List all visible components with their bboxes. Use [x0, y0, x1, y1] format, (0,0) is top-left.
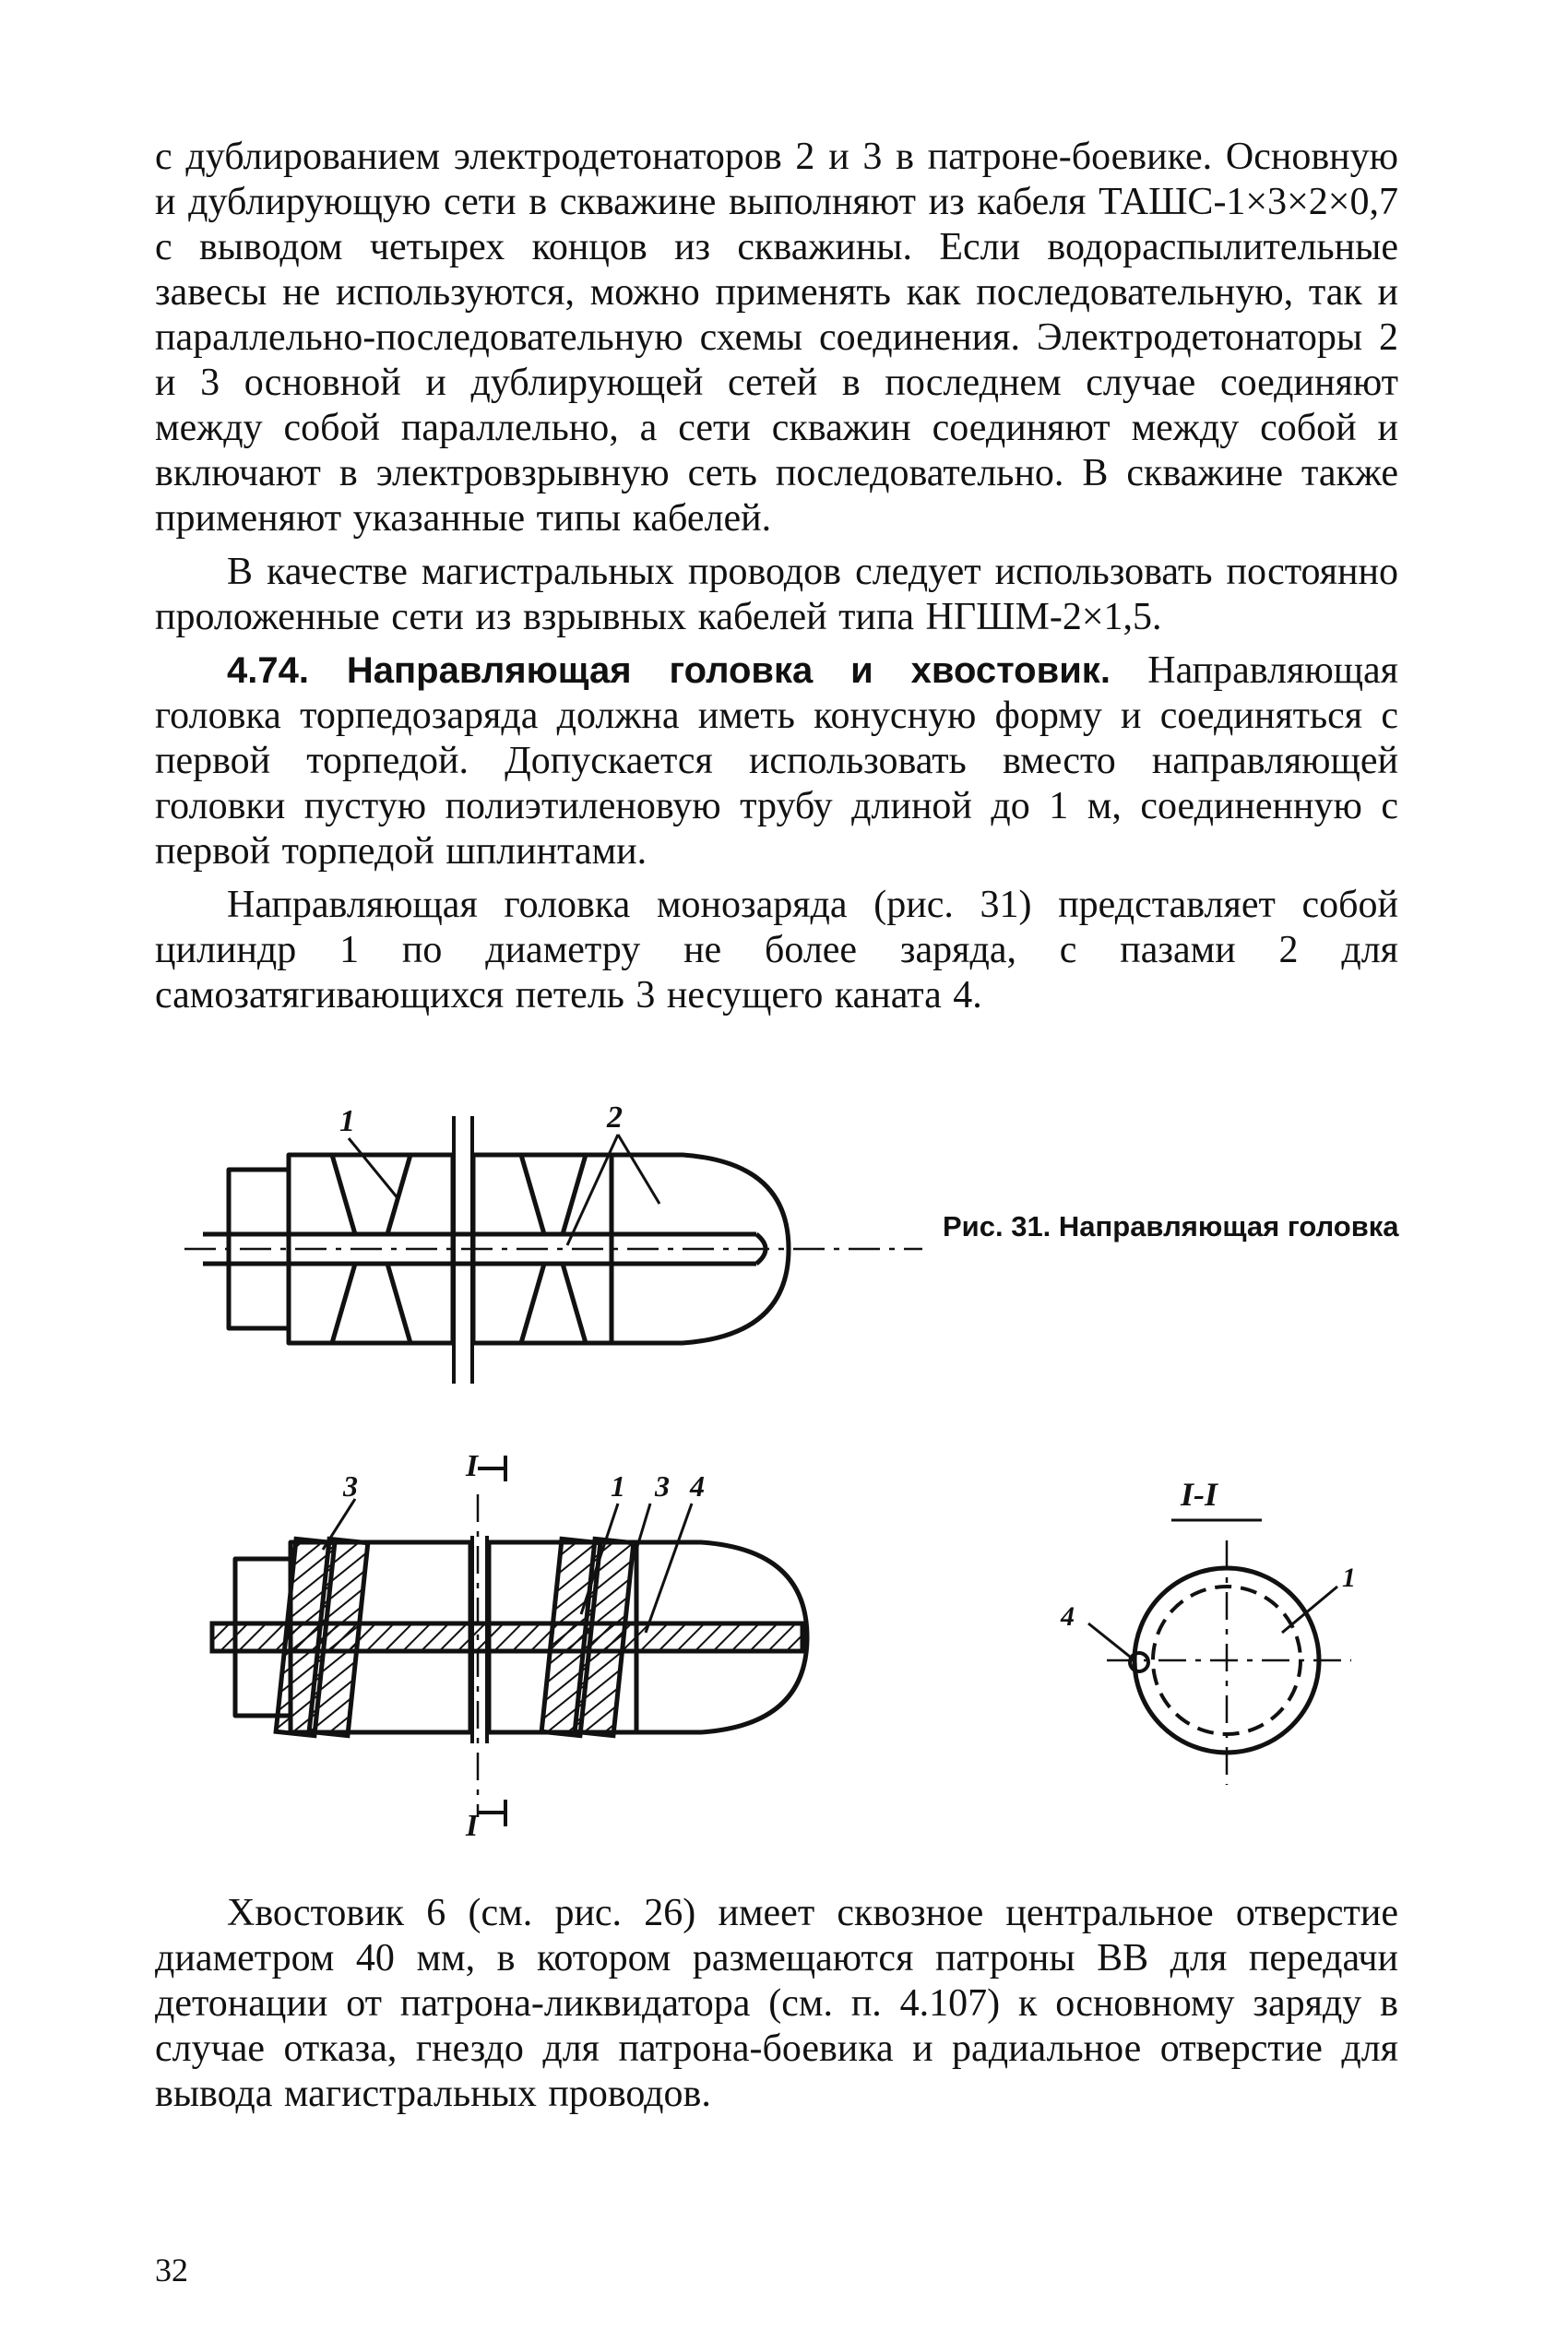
groove-2-right-bottom: [563, 1264, 586, 1343]
label-section-title: I-I: [1181, 1476, 1218, 1513]
label-bottom-4: 4: [690, 1469, 705, 1503]
groove-2-right-top: [563, 1155, 586, 1234]
label-top-2: 2: [607, 1100, 623, 1135]
groove-2-left-top: [521, 1155, 544, 1234]
label-bottom-1: 1: [611, 1469, 625, 1503]
groove-left-top: [332, 1155, 355, 1234]
section-mark-top: I: [466, 1449, 479, 1483]
text-block-top: [155, 135, 1398, 1027]
paragraph-2: В качестве магистральных проводов следует использовать постоянно проложенные сети из взрывных кабелей типа НГШМ-2×1,5.: [155, 551, 1398, 638]
leader-circle-4: [1088, 1623, 1134, 1660]
section-heading: 4.74. Направляющая головка и хвостовик.: [227, 650, 1111, 691]
figure-bottom-drawing: [184, 1448, 1033, 1863]
paragraph-1: с дублированием электродетонаторов 2 и 3 в патроне-боевике. Основную и дублирующую сети в скважине выполняют из кабеля ТАШС-1×3×2×0,7 с выводом четырех концов из скважины. Если водораспылительные завесы не используются, можно применять как последовательную, так и параллельно-последовательную схемы соединения. Электродетонаторы 2 и 3 основной и дублирующей сетей в последнем случае соединяют между собой параллельно, а сети скважин соединяют между собой и включают в электровзрывную сеть последовательно. В скважине также применяют указанные типы кабелей.: [155, 136, 1398, 540]
groove-right-top: [387, 1155, 410, 1234]
leader-2b: [618, 1135, 659, 1204]
figure-top-drawing: [184, 1098, 941, 1402]
label-bottom-3b: 3: [655, 1469, 670, 1503]
text-block-bottom: [155, 1891, 1398, 2125]
groove-left-bottom: [332, 1264, 355, 1343]
figure-cross-section: [1033, 1467, 1402, 1817]
label-top-1: 1: [339, 1104, 355, 1138]
figure-caption: Рис. 31. Направляющая головка: [943, 1210, 1399, 1242]
label-circle-4: 4: [1061, 1601, 1075, 1632]
groove-2-left-bottom: [521, 1264, 544, 1343]
label-bottom-3a: 3: [343, 1469, 358, 1503]
section-mark-bottom: I: [466, 1809, 479, 1843]
section-paragraph: [155, 648, 1398, 874]
paragraph-after-heading: Направляющая головка монозаряда (рис. 31) представляет собой цилиндр 1 по диаметру не более заряда, с пазами 2 для самозатягивающихся петель 3 несущего каната 4.: [155, 884, 1398, 1016]
leader-4: [646, 1504, 692, 1633]
leader-1: [349, 1138, 398, 1199]
section-text: Направляющая головка торпедозаряда должна иметь конусную форму и соединяться с первой торпедой. Допускается использовать вместо направляющей головки пустую полиэтиленовую трубу длиной до 1 м, соединенную с первой торпедой шплинтами.: [155, 649, 1399, 873]
label-circle-1: 1: [1342, 1563, 1356, 1593]
groove-right-bottom: [387, 1264, 410, 1343]
page-number: 32: [155, 2252, 188, 2289]
paragraph-bottom: Хвостовик 6 (см. рис. 26) имеет сквозное центральное отверстие диаметром 40 мм, в котором размещаются патроны ВВ для передачи детонации от патрона-ликвидатора (см. п. 4.107) к основному заряду в случае отказа, гнездо для патрона-боевика и радиальное отверстие для вывода магистральных проводов.: [155, 1892, 1398, 2115]
